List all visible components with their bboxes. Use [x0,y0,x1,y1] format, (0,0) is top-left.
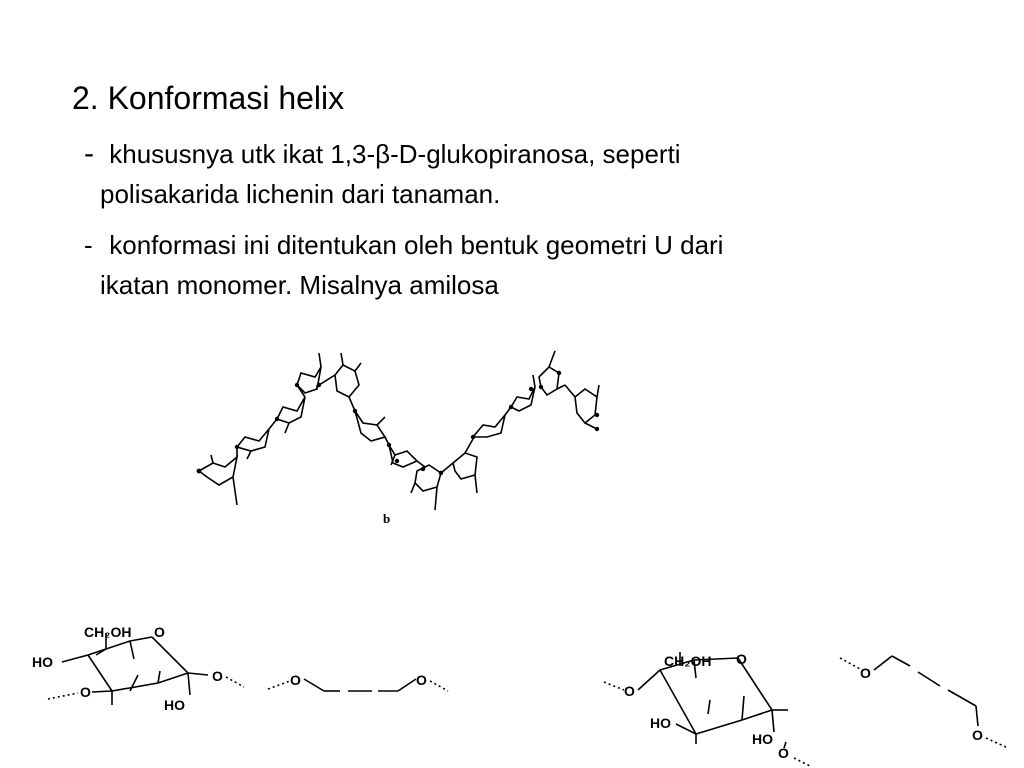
chem-label-ring-o: O [736,651,747,667]
chem-label-o: O [212,668,223,684]
chem-label-o: O [416,672,427,688]
bullet-item [84,134,964,214]
glucopyranose-structure-right [600,640,1020,768]
pyranose-ring [441,435,477,493]
pyranose-ring [539,351,565,395]
chem-label-o: O [80,684,91,700]
chem-label-o: O [972,727,983,743]
pyranose-ring [411,465,443,510]
bullet-dash: - [84,230,93,260]
pyranose-ring [355,411,391,447]
bullet-item [84,225,984,305]
chem-label-ho: HO [32,654,53,670]
chem-label-ho: HO [164,697,185,713]
chem-label-o: O [860,665,871,681]
pyranose-ring [235,417,279,459]
pyranose-ring [511,375,535,411]
chair-ring [88,633,208,705]
chem-label-ch2oh: CH₂OH [84,624,132,640]
chem-label-o: O [778,745,789,761]
figure-label: b [383,511,391,526]
linkage-schematic [840,656,1008,748]
glucopyranose-structure-left [28,615,458,725]
pyranose-ring [473,405,513,437]
pyranose-ring [297,353,321,393]
bullet-dash: - [84,137,94,170]
chem-label-ho: HO [650,715,671,731]
chem-label-ring-o: O [154,624,165,640]
linkage-schematic [268,672,448,691]
pyranose-ring [389,445,425,467]
pyranose-ring [565,385,599,431]
helix-chain-figure [185,345,615,530]
chem-label-o: O [290,672,301,688]
pyranose-ring [277,383,305,433]
chem-label-o: O [624,683,635,699]
bullet-text-line: khususnya utk ikat 1,3-β-D-glukopiranosa, seperti [109,139,681,169]
slide-title: 2. Konformasi helix [72,80,345,116]
pyranose-ring [319,353,361,413]
chem-label-ho: HO [752,731,773,747]
bullet-text-line: ikatan monomer. Misalnya amilosa [100,270,499,300]
chem-label-ch2oh: CH₂OH [664,653,712,669]
bullet-text-line: konformasi ini ditentukan oleh bentuk geometri U dari [109,230,724,260]
pyranose-ring [197,447,237,505]
bullet-text-line: polisakarida lichenin dari tanaman. [100,179,501,209]
